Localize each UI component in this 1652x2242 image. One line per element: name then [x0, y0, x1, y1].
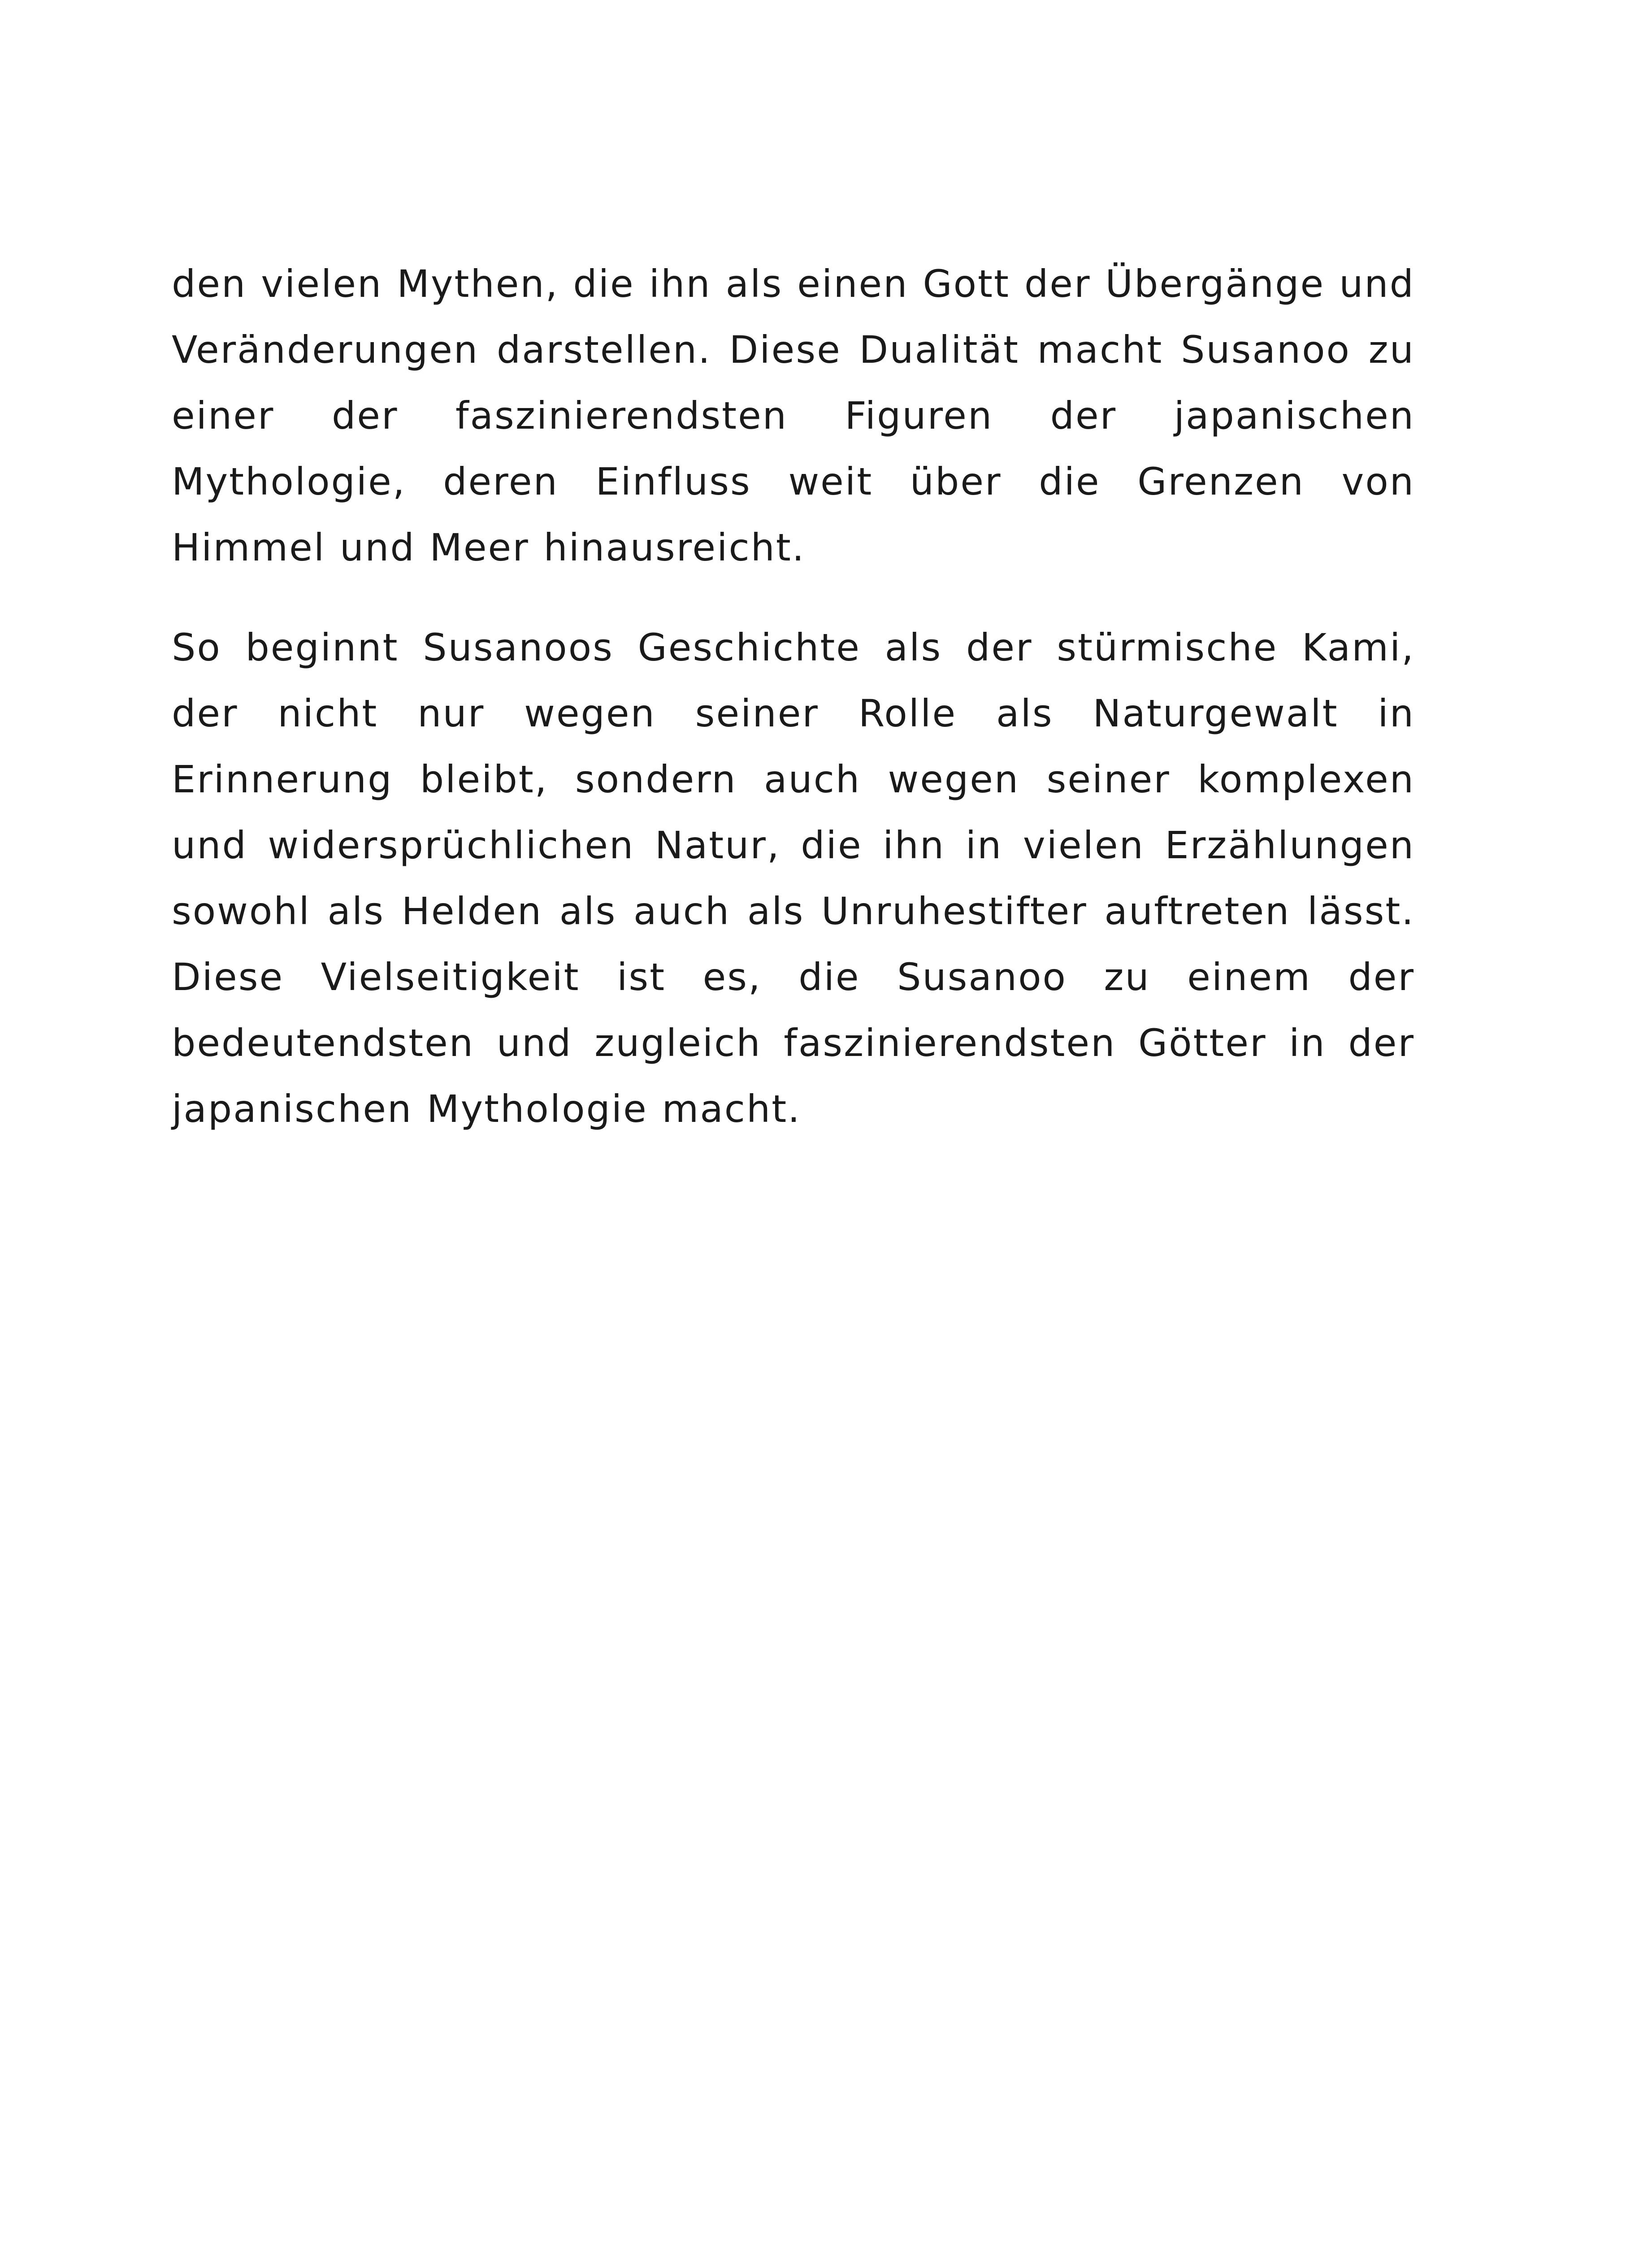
body-text	[172, 251, 1415, 1142]
paragraph-2: So beginnt Susanoos Geschichte als der stürmische Kami, der nicht nur wegen seiner Rolle als Naturgewalt in Erinnerung bleibt, sondern auch wegen seiner komplexen und widersprüchlichen Natur, die ihn in vielen Erzählungen sowohl als Helden als auch als Unruhestifter auftreten lässt. Diese Vielseitigkeit ist es, die Susanoo zu einem der bedeutendsten und zugleich faszinierendsten Götter in der japanischen Mythologie macht.	[172, 626, 1415, 1131]
paragraph-1: den vielen Mythen, die ihn als einen Gott der Übergänge und Veränderungen darstellen. Diese Dualität macht Susanoo zu einer der faszinierendsten Figuren der japanischen Mythologie, deren Einfluss weit über die Grenzen von Himmel und Meer hinausreicht.	[172, 262, 1415, 569]
